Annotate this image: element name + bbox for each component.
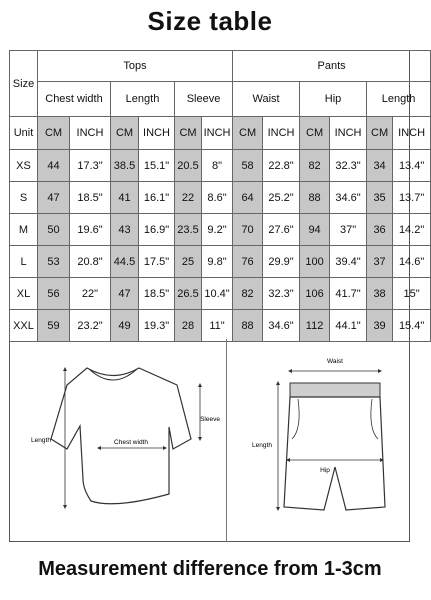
inch-value: 39.4": [330, 246, 367, 278]
inch-value: 25.2": [263, 182, 300, 214]
waist-label: Waist: [326, 358, 344, 365]
cm-value: 56: [38, 278, 70, 310]
inch-value: 15.1": [139, 150, 175, 182]
waistband: [290, 383, 380, 397]
inch-value: 8.6": [202, 182, 233, 214]
cm-value: 25: [175, 246, 202, 278]
cm-value: 70: [233, 214, 263, 246]
cm-value: 112: [300, 310, 330, 342]
cm-value: 82: [233, 278, 263, 310]
top-length-label: Length: [31, 437, 51, 444]
pants-length-label: Length: [252, 442, 272, 449]
measurement-note: Measurement difference from 1-3cm: [38, 558, 382, 580]
length-header: Length: [111, 82, 175, 117]
inch-value: 19.3": [139, 310, 175, 342]
unit-inch: INCH: [263, 117, 300, 150]
inch-value: 9.8": [202, 246, 233, 278]
tops-header: Tops: [38, 51, 233, 82]
cm-value: 26.5: [175, 278, 202, 310]
pants-header: Pants: [233, 51, 431, 82]
cm-value: 44.5: [111, 246, 139, 278]
size-label: XL: [10, 278, 38, 310]
cm-value: 34: [367, 150, 393, 182]
inch-value: 16.1": [139, 182, 175, 214]
cm-value: 88: [233, 310, 263, 342]
cm-value: 82: [300, 150, 330, 182]
inch-value: 16.9": [139, 214, 175, 246]
inch-value: 8": [202, 150, 233, 182]
cm-value: 53: [38, 246, 70, 278]
cm-value: 44: [38, 150, 70, 182]
size-label: L: [10, 246, 38, 278]
size-table: [9, 50, 431, 342]
inch-value: 22.8": [263, 150, 300, 182]
inch-value: 19.6": [70, 214, 111, 246]
cm-value: 100: [300, 246, 330, 278]
chest-width-label: Chest width: [114, 439, 148, 446]
inch-value: 10.4": [202, 278, 233, 310]
unit-label: Unit: [10, 117, 38, 150]
unit-cm: CM: [233, 117, 263, 150]
unit-inch: INCH: [393, 117, 431, 150]
inch-value: 32.3": [263, 278, 300, 310]
cm-value: 47: [111, 278, 139, 310]
inch-value: 17.5": [139, 246, 175, 278]
cm-value: 38: [367, 278, 393, 310]
inch-value: 41.7": [330, 278, 367, 310]
cm-value: 36: [367, 214, 393, 246]
header-row-groups: [10, 51, 431, 82]
size-label: M: [10, 214, 38, 246]
size-label: S: [10, 182, 38, 214]
pants-length-header: Length: [367, 82, 431, 117]
unit-cm: CM: [38, 117, 70, 150]
unit-inch: INCH: [70, 117, 111, 150]
size-rows: [10, 150, 431, 342]
inch-value: 27.6": [263, 214, 300, 246]
inch-value: 44.1": [330, 310, 367, 342]
inch-value: 34.6": [330, 182, 367, 214]
cm-value: 38.5: [111, 150, 139, 182]
cm-value: 41: [111, 182, 139, 214]
inch-value: 34.6": [263, 310, 300, 342]
header-row-measures: [10, 82, 431, 117]
inch-value: 14.2": [393, 214, 431, 246]
cm-value: 47: [38, 182, 70, 214]
inch-value: 17.3": [70, 150, 111, 182]
cm-value: 106: [300, 278, 330, 310]
cm-value: 50: [38, 214, 70, 246]
cm-value: 43: [111, 214, 139, 246]
unit-cm: CM: [111, 117, 139, 150]
inch-value: 22": [70, 278, 111, 310]
inch-value: 37": [330, 214, 367, 246]
inch-value: 32.3": [330, 150, 367, 182]
pants-diagram: [226, 339, 410, 542]
inch-value: 18.5": [70, 182, 111, 214]
inch-value: 13.7": [393, 182, 431, 214]
cm-value: 28: [175, 310, 202, 342]
size-header: Size: [10, 51, 38, 117]
unit-row: [10, 117, 431, 150]
inch-value: 13.4": [393, 150, 431, 182]
tshirt-outline: [51, 368, 191, 504]
unit-cm: CM: [367, 117, 393, 150]
cm-value: 76: [233, 246, 263, 278]
size-row: [10, 150, 431, 182]
inch-value: 20.8": [70, 246, 111, 278]
cm-value: 59: [38, 310, 70, 342]
inch-value: 15": [393, 278, 431, 310]
cm-value: 22: [175, 182, 202, 214]
cm-value: 20.5: [175, 150, 202, 182]
unit-cm: CM: [175, 117, 202, 150]
cm-value: 64: [233, 182, 263, 214]
measurement-diagrams: [9, 339, 410, 542]
cm-value: 94: [300, 214, 330, 246]
unit-inch: INCH: [202, 117, 233, 150]
page-title: Size table: [147, 6, 273, 36]
cm-value: 23.5: [175, 214, 202, 246]
chest-width-header: Chest width: [38, 82, 111, 117]
sleeve-header: Sleeve: [175, 82, 233, 117]
cm-value: 37: [367, 246, 393, 278]
cm-value: 58: [233, 150, 263, 182]
top-diagram: [9, 339, 226, 542]
inch-value: 15.4": [393, 310, 431, 342]
hip-label: Hip: [320, 467, 330, 474]
hip-header: Hip: [300, 82, 367, 117]
cm-value: 35: [367, 182, 393, 214]
waist-header: Waist: [233, 82, 300, 117]
inch-value: 29.9": [263, 246, 300, 278]
size-row: [10, 214, 431, 246]
unit-cm: CM: [300, 117, 330, 150]
inch-value: 9.2": [202, 214, 233, 246]
inch-value: 18.5": [139, 278, 175, 310]
size-label: XS: [10, 150, 38, 182]
size-row: [10, 246, 431, 278]
cm-value: 49: [111, 310, 139, 342]
cm-value: 39: [367, 310, 393, 342]
size-row: [10, 310, 431, 342]
size-row: [10, 182, 431, 214]
inch-value: 14.6": [393, 246, 431, 278]
unit-inch: INCH: [139, 117, 175, 150]
inch-value: 23.2": [70, 310, 111, 342]
unit-inch: INCH: [330, 117, 367, 150]
size-row: [10, 278, 431, 310]
sleeve-label: Sleeve: [200, 416, 220, 423]
cm-value: 88: [300, 182, 330, 214]
inch-value: 11": [202, 310, 233, 342]
size-label: XXL: [10, 310, 38, 342]
